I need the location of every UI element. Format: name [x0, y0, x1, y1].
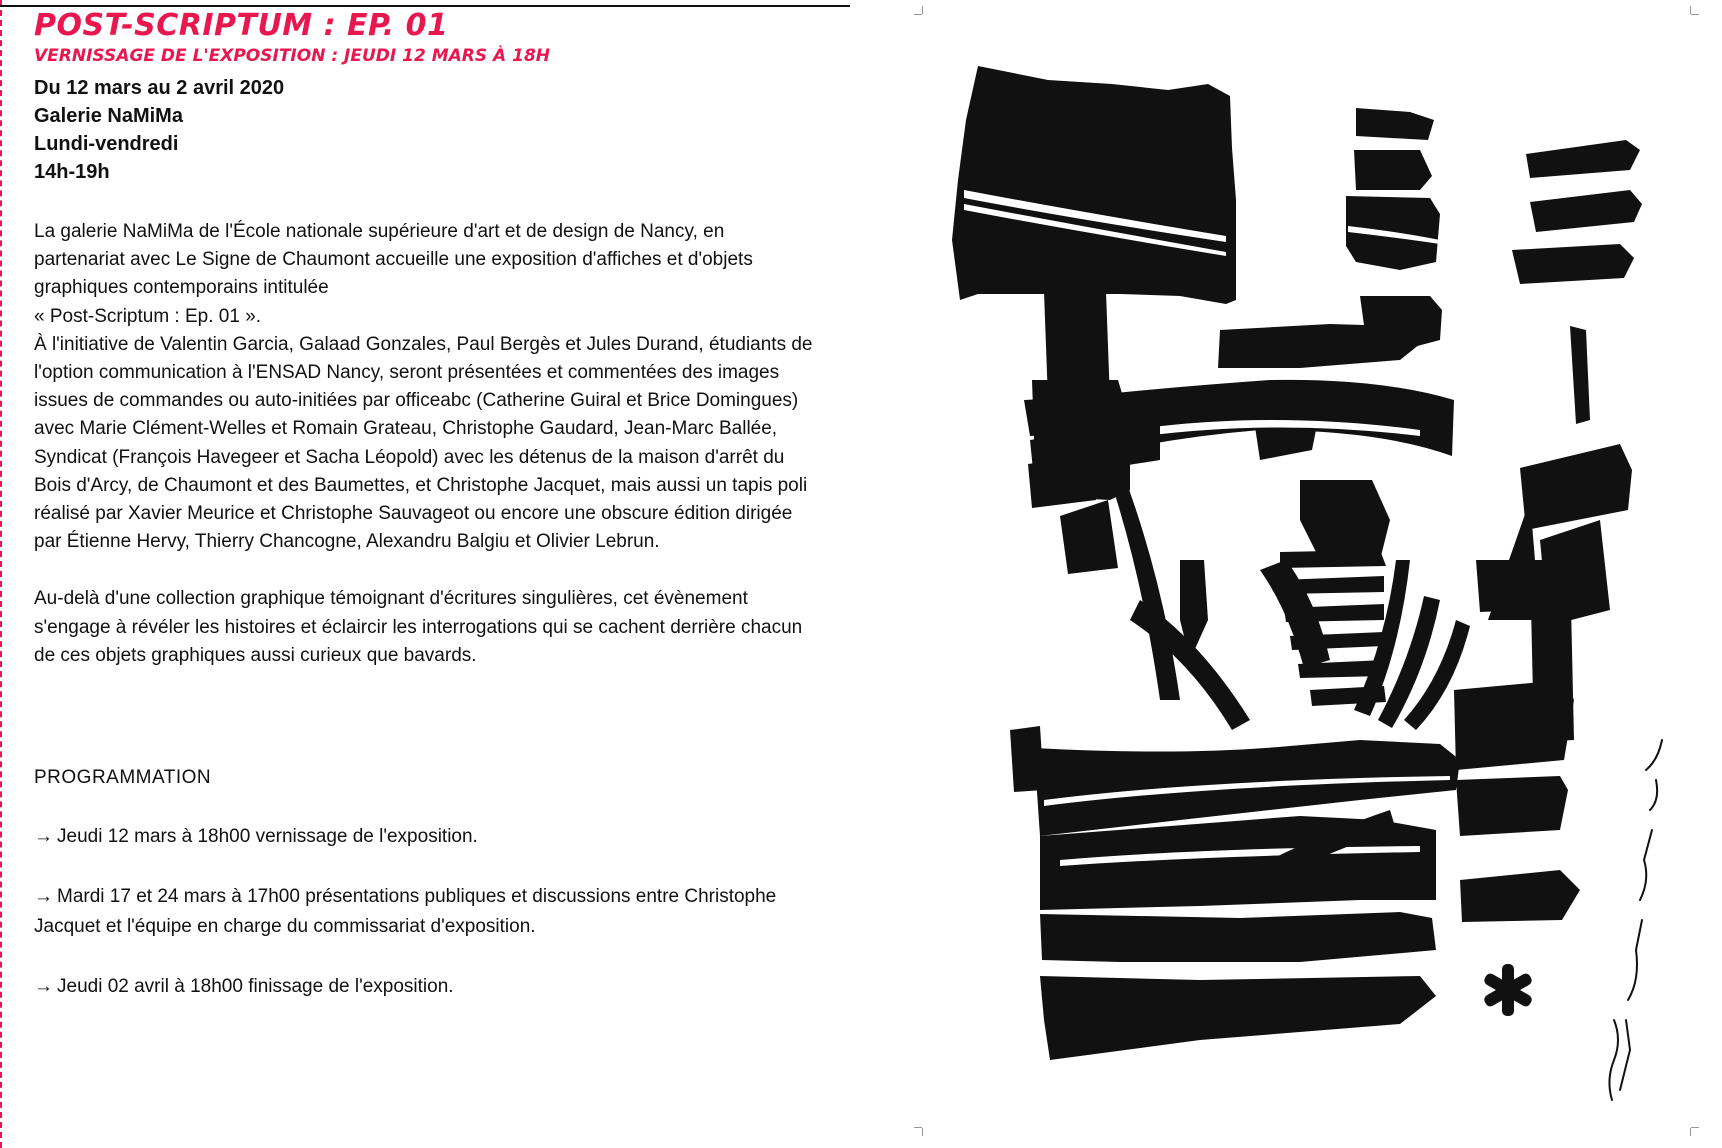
text-line: par Étienne Hervy, Thierry Chancogne, Alexandru Balgiu et Olivier Lebrun.: [34, 531, 660, 553]
left-dashed-border: [0, 0, 2, 1148]
brush-stroke: [1354, 150, 1432, 190]
brush-stroke: [1476, 560, 1532, 612]
description-paragraph-1: [34, 218, 864, 556]
text-line: graphiques contemporains intitulée: [34, 277, 329, 299]
programme-item-text: Mardi 17 et 24 mars à 17h00 présentations publiques et discussions entre Christophe: [57, 886, 777, 908]
brush-stroke: [1460, 870, 1580, 922]
brush-stroke: [1356, 108, 1434, 140]
brush-stroke: [1218, 324, 1430, 368]
programme-heading: PROGRAMMATION: [34, 767, 212, 789]
arrow-right-icon: →: [34, 886, 53, 908]
text-line: partenariat avec Le Signe de Chaumont accueille une exposition d'affiches et d'objets: [34, 249, 753, 271]
text-line: Syndicat (François Havegeer et Sacha Léopold) avec les détenus de la maison d'arrêt du: [34, 446, 785, 468]
crop-mark: [1691, 14, 1699, 15]
description-paragraph-2: [34, 585, 864, 670]
brush-stroke: [1060, 500, 1118, 574]
text-line: Bois d'Arcy, de Chaumont et des Baumettes, et Christophe Jacquet, mais aussi un tapis poli: [34, 474, 808, 496]
brush-stroke: [1300, 480, 1390, 560]
brush-stroke: [1520, 444, 1632, 530]
page-title: POST-SCRIPTUM : EP. 01: [34, 8, 449, 43]
arrow-right-icon: →: [34, 826, 53, 848]
crop-mark: [1690, 6, 1691, 14]
text-line: issues de commandes ou auto-initiées par officeabc (Catherine Guiral et Brice Domingues): [34, 390, 799, 412]
brush-stroke: [1570, 326, 1590, 424]
brush-stroke: [1024, 396, 1104, 436]
signature: [1609, 740, 1662, 1100]
text-line: réalisé par Xavier Meurice et Christophe Sauvageot ou encore une obscure édition dirigée: [34, 503, 793, 525]
crop-mark: [1690, 1128, 1691, 1136]
text-line: s'engage à révéler les histoires et éclaircir les interrogations qui se cachent derrière chacun: [34, 616, 803, 638]
brush-stroke: [1040, 912, 1436, 962]
text-line: À l'initiative de Valentin Garcia, Galaad Gonzales, Paul Bergès et Jules Durand, étudiants de: [34, 333, 813, 355]
brush-stroke: [1456, 776, 1568, 836]
text-line: de ces objets graphiques aussi curieux que bavards.: [34, 644, 477, 666]
text-line: Au-delà d'une collection graphique témoignant d'écritures singulières, cet évènement: [34, 588, 748, 610]
brush-stroke: [1454, 680, 1574, 770]
text-line: La galerie NaMiMa de l'École nationale supérieure d'art et de design de Nancy, en: [34, 221, 725, 242]
programme-item-talks: [34, 882, 864, 942]
brush-stroke: [1530, 190, 1642, 232]
text-line: l'option communication à l'ENSAD Nancy, seront présentées et commentées des images: [34, 362, 780, 384]
text-line: avec Marie Clément-Welles et Romain Grateau, Christophe Gaudard, Jean-Marc Ballée,: [34, 418, 778, 440]
programme-item-opening: [34, 822, 864, 852]
opening-hours: 14h-19h: [34, 161, 110, 183]
exhibition-dates: Du 12 mars au 2 avril 2020: [34, 77, 285, 99]
brush-stroke: [1280, 550, 1386, 568]
text-line: « Post-Scriptum : Ep. 01 ».: [34, 305, 262, 327]
opening-days: Lundi-vendredi: [34, 133, 179, 155]
brush-stroke: [1512, 244, 1634, 284]
crop-mark: [1691, 1127, 1699, 1128]
venue-name: Galerie NaMiMa: [34, 105, 183, 127]
programme-item-closing: [34, 972, 864, 1002]
arrow-right-icon: →: [34, 976, 53, 998]
calligraphy-poster-artwork: [920, 14, 1690, 1140]
brush-stroke: [1040, 976, 1436, 1060]
crop-mark: [922, 6, 923, 14]
programme-item-text: Jeudi 12 mars à 18h00 vernissage de l'exposition.: [57, 826, 478, 848]
programme-item-text: Jeudi 02 avril à 18h00 finissage de l'exposition.: [57, 976, 454, 998]
brush-stroke: [1526, 140, 1640, 178]
asterisk-icon: [1482, 964, 1533, 1016]
brush-stroke: [952, 66, 1236, 304]
text-column: [34, 8, 864, 1002]
brush-stroke: [1100, 440, 1180, 700]
opening-subtitle: VERNISSAGE DE L'EXPOSITION : JEUDI 12 MARS À 18H: [34, 46, 551, 66]
top-rule: [0, 5, 850, 7]
programme-item-text: Jacquet et l'équipe en charge du commissariat d'exposition.: [34, 916, 536, 938]
